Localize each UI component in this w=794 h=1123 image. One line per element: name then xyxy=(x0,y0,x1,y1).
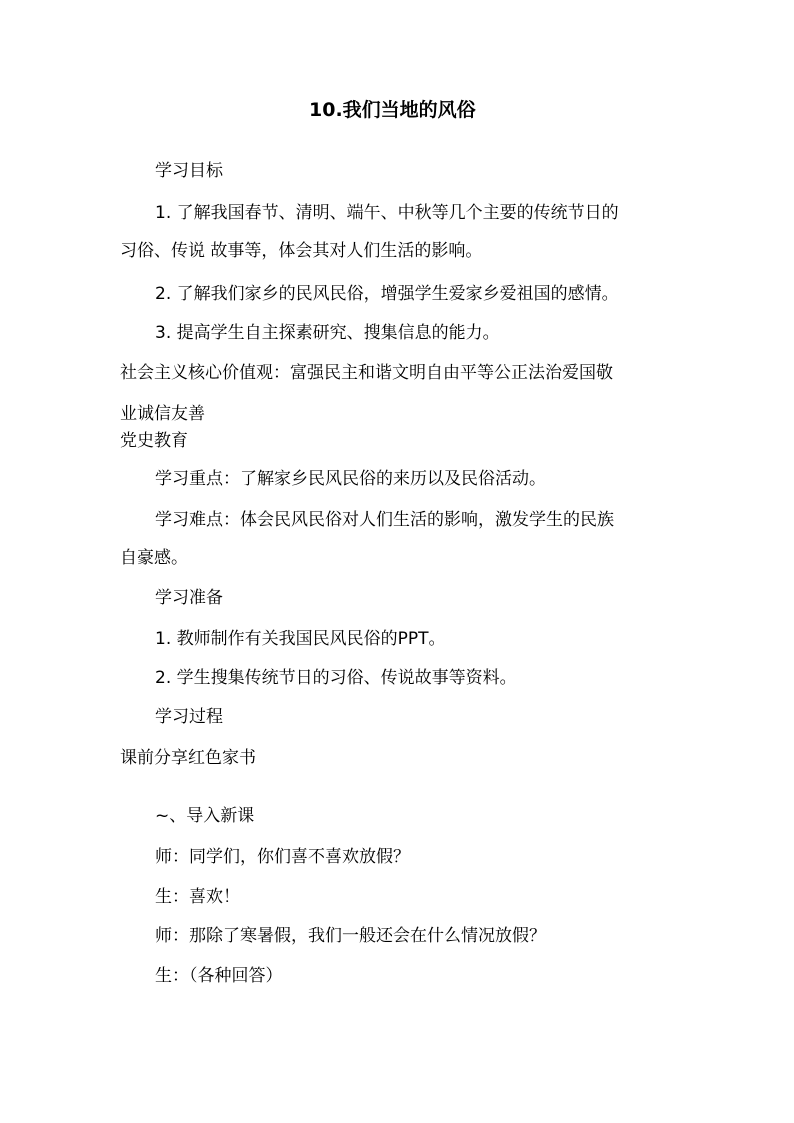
preparation-heading: 学习准备 xyxy=(155,588,223,608)
section-intro-heading: ~、导入新课 xyxy=(155,806,255,826)
dialog-line: 生：喜欢！ xyxy=(155,887,240,907)
objective-3: 3. 提高学生自主探素研究、搜集信息的能力。 xyxy=(155,323,500,343)
dialog-line: 师：那除了寒暑假，我们一般还会在什么情况放假？ xyxy=(155,926,546,946)
difficulty-line2: 自豪感。 xyxy=(120,548,188,568)
core-values-line1: 社会主义核心价值观：富强民主和谐文明自由平等公正法治爱国敬 xyxy=(120,363,613,383)
objectives-heading: 学习目标 xyxy=(155,161,223,181)
preparation-2: 2. 学生搜集传统节日的习俗、传说故事等资料。 xyxy=(155,668,517,688)
objective-1-line2: 习俗、传说 故事等，体会其对人们生活的影响。 xyxy=(120,241,483,261)
difficulty-line1: 学习难点：体会民风民俗对人们生活的影响，激发学生的民族 xyxy=(155,510,614,530)
preparation-1: 1. 教师制作有关我国民风民俗的PPT。 xyxy=(155,629,446,649)
objective-2: 2. 了解我们家乡的民风民俗，增强学生爱家乡爱祖国的感情。 xyxy=(155,284,619,304)
pre-class-sharing: 课前分享红色家书 xyxy=(120,748,256,768)
objective-1-line1: 1. 了解我国春节、清明、端午、中秋等几个主要的传统节日的 xyxy=(155,203,619,223)
party-history: 党史教育 xyxy=(120,431,188,451)
process-heading: 学习过程 xyxy=(155,707,223,727)
dialog-line: 师：同学们，你们喜不喜欢放假？ xyxy=(155,847,410,867)
document-title: 10.我们当地的风俗 xyxy=(309,99,476,121)
dialog-line: 生：（各种回答） xyxy=(155,966,283,986)
key-point: 学习重点：了解家乡民风民俗的来历以及民俗活动。 xyxy=(155,469,546,489)
core-values-line2: 业诚信友善 xyxy=(120,404,205,424)
